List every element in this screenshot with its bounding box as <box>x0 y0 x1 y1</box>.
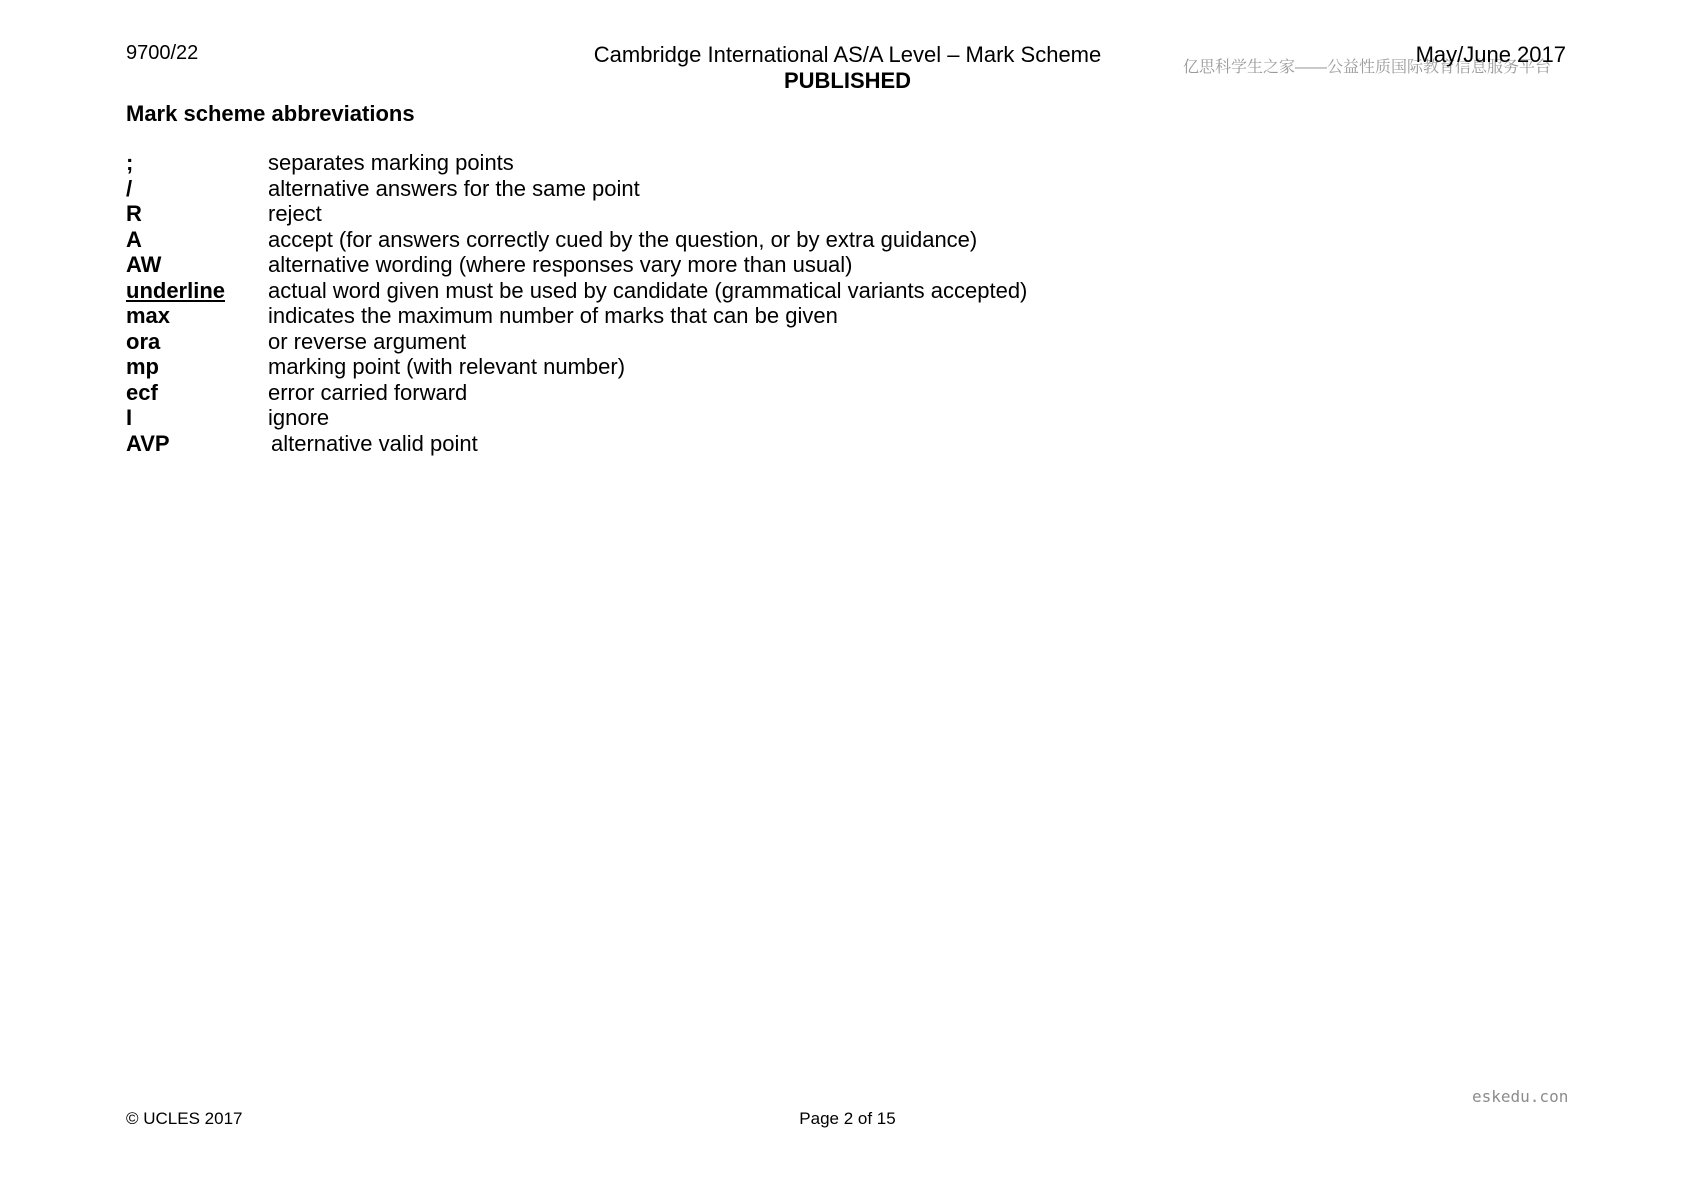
abbreviation-row <box>126 278 1126 304</box>
document-title: Cambridge International AS/A Level – Mark Scheme <box>593 42 1102 67</box>
abbreviation-term: AW <box>126 252 162 277</box>
abbreviation-term: / <box>126 175 133 201</box>
exam-session: May/June 2017 <box>1415 42 1566 67</box>
abbreviation-row <box>126 329 1126 355</box>
abbreviation-definition: reject <box>268 201 322 226</box>
abbreviation-definition: actual word given must be used by candidate (grammatical variants accepted) <box>268 277 1028 303</box>
abbreviation-term: I <box>126 405 133 430</box>
abbreviation-definition: indicates the maximum number of marks that can be given <box>268 303 838 328</box>
abbreviation-row <box>126 252 1126 278</box>
abbreviation-definition: alternative wording (where responses vary more than usual) <box>268 252 853 277</box>
section-heading: Mark scheme abbreviations <box>126 101 415 126</box>
abbreviation-list <box>126 150 1126 456</box>
paper-code: 9700/22 <box>126 42 199 64</box>
abbreviation-definition: or reverse argument <box>268 328 467 354</box>
abbreviation-row <box>126 150 1126 176</box>
publication-status: PUBLISHED <box>783 68 912 93</box>
abbreviation-term: R <box>126 201 142 226</box>
copyright-notice: © UCLES 2017 <box>126 1109 243 1128</box>
abbreviation-definition: marking point (with relevant number) <box>268 354 626 379</box>
abbreviation-row <box>126 354 1126 380</box>
abbreviation-definition: separates marking points <box>268 150 514 175</box>
abbreviation-term: mp <box>126 354 159 379</box>
abbreviation-row <box>126 431 1126 457</box>
abbreviation-definition: ignore <box>268 405 330 430</box>
abbreviation-definition: error carried forward <box>268 379 468 405</box>
abbreviation-term: ; <box>126 150 134 175</box>
abbreviation-definition: alternative valid point <box>271 430 478 456</box>
abbreviation-row <box>126 380 1126 406</box>
site-watermark: eskedu.con <box>1472 1087 1569 1106</box>
abbreviation-row <box>126 303 1126 329</box>
watermark-text: 亿思科学生之家——公益性质国际教育信息服务平台 <box>1183 59 1552 76</box>
page-number: Page 2 of 15 <box>799 1109 896 1128</box>
abbreviation-term: ecf <box>126 379 158 405</box>
abbreviation-term: underline <box>126 277 226 303</box>
abbreviation-term: ora <box>126 328 161 354</box>
abbreviation-row <box>126 405 1126 431</box>
abbreviation-row <box>126 176 1126 202</box>
abbreviation-term: AVP <box>126 430 170 456</box>
abbreviation-term: max <box>126 303 171 328</box>
abbreviation-definition: accept (for answers correctly cued by the question, or by extra guidance) <box>268 226 978 252</box>
abbreviation-row <box>126 201 1126 227</box>
abbreviation-row <box>126 227 1126 253</box>
abbreviation-definition: alternative answers for the same point <box>268 175 640 201</box>
abbreviation-term: A <box>126 226 142 252</box>
